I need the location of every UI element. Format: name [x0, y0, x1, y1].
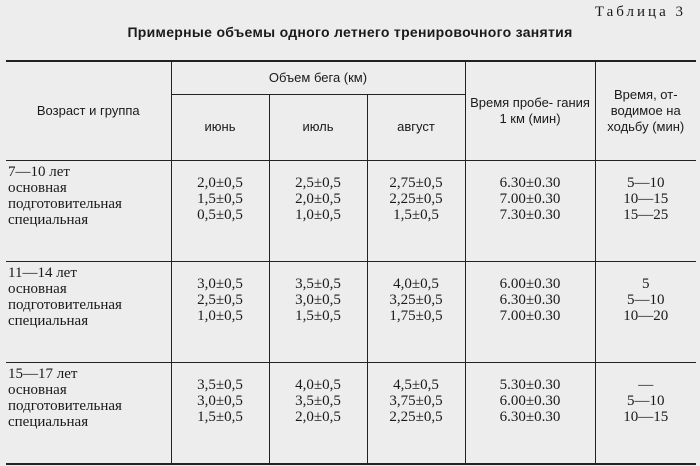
- august-value: 2,25±0,5: [389, 408, 443, 425]
- july-value: 3,5±0,5: [295, 392, 341, 409]
- table-label: Таблица 3: [594, 4, 686, 20]
- time-value: 6.00±0.30: [499, 392, 561, 409]
- august-value: 3,75±0,5: [389, 392, 443, 409]
- time-value: 6.30±0.30: [499, 174, 561, 191]
- time-cell: [465, 261, 595, 362]
- august-cell: [367, 362, 465, 464]
- header-time-per-km: Время пробе- гания 1 км (мин): [465, 61, 595, 160]
- june-value: 2,5±0,5: [197, 291, 243, 308]
- june-value: 3,5±0,5: [197, 376, 243, 393]
- header-july: июль: [269, 94, 367, 160]
- june-value: 1,0±0,5: [197, 307, 243, 324]
- header-run-volume: Объем бега (км): [171, 61, 465, 94]
- july-value: 2,0±0,5: [295, 190, 341, 207]
- header-august: август: [367, 94, 465, 160]
- august-cell: [367, 261, 465, 362]
- june-cell: [171, 160, 269, 261]
- july-value: 1,0±0,5: [295, 206, 341, 223]
- june-value: 3,0±0,5: [197, 275, 243, 292]
- time-value: 6.30±0.30: [499, 291, 561, 308]
- august-value: 3,25±0,5: [389, 291, 443, 308]
- group-name: основная: [8, 179, 67, 196]
- group-name: подготовительная: [8, 296, 122, 313]
- july-value: 1,5±0,5: [295, 307, 341, 324]
- june-value: 1,5±0,5: [197, 408, 243, 425]
- time-value: 7.00±0.30: [499, 190, 561, 207]
- june-value: 2,0±0,5: [197, 174, 243, 191]
- july-value: 2,5±0,5: [295, 174, 341, 191]
- august-value: 1,5±0,5: [393, 206, 439, 223]
- age-range: 7—10 лет: [8, 163, 70, 180]
- walk-value: 5—10: [627, 174, 665, 191]
- july-cell: [269, 160, 367, 261]
- august-value: 4,0±0,5: [393, 275, 439, 292]
- table-row: [6, 160, 696, 261]
- august-value: 2,25±0,5: [389, 190, 443, 207]
- july-cell: [269, 261, 367, 362]
- group-name: специальная: [8, 211, 89, 228]
- header-june: июнь: [171, 94, 269, 160]
- header-walk-time: Время, от- водимое на ходьбу (мин): [595, 61, 696, 160]
- age-group-cell: [6, 160, 171, 261]
- group-name: основная: [8, 381, 67, 398]
- walk-value: 10—20: [623, 307, 669, 324]
- walk-value: 5: [642, 275, 650, 292]
- august-value: 1,75±0,5: [389, 307, 443, 324]
- group-name: подготовительная: [8, 397, 122, 414]
- table-row: [6, 261, 696, 362]
- august-value: 2,75±0,5: [389, 174, 443, 191]
- age-range: 15—17 лет: [8, 365, 78, 382]
- time-value: 5.30±0.30: [499, 376, 561, 393]
- age-range: 11—14 лет: [8, 264, 77, 281]
- time-value: 7.30±0.30: [499, 206, 561, 223]
- group-name: специальная: [8, 413, 89, 430]
- age-group-cell: [6, 261, 171, 362]
- time-cell: [465, 362, 595, 464]
- age-group-cell: [6, 362, 171, 464]
- table-title: Примерные объемы одного летнего тренировочного занятия: [127, 24, 573, 40]
- time-value: 6.00±0.30: [499, 275, 561, 292]
- table-body: [6, 160, 696, 464]
- group-name: подготовительная: [8, 195, 122, 212]
- walk-value: 15—25: [623, 206, 669, 223]
- june-value: 3,0±0,5: [197, 392, 243, 409]
- walk-cell: [595, 261, 696, 362]
- july-value: 3,5±0,5: [295, 275, 341, 292]
- july-value: 3,0±0,5: [295, 291, 341, 308]
- june-cell: [171, 261, 269, 362]
- header-age-group: Возраст и группа: [6, 61, 171, 160]
- time-value: 7.00±0.30: [499, 307, 561, 324]
- july-cell: [269, 362, 367, 464]
- june-value: 0,5±0,5: [197, 206, 243, 223]
- walk-cell: [595, 362, 696, 464]
- training-volume-table: [6, 60, 696, 465]
- walk-value: 5—10: [627, 392, 665, 409]
- walk-value: 5—10: [627, 291, 665, 308]
- june-cell: [171, 362, 269, 464]
- table-row: [6, 362, 696, 464]
- august-cell: [367, 160, 465, 261]
- time-cell: [465, 160, 595, 261]
- time-value: 6.30±0.30: [499, 408, 561, 425]
- august-value: 4,5±0,5: [393, 376, 439, 393]
- walk-value: —: [638, 376, 654, 393]
- july-value: 2,0±0,5: [295, 408, 341, 425]
- walk-value: 10—15: [623, 408, 669, 425]
- group-name: специальная: [8, 312, 89, 329]
- group-name: основная: [8, 280, 67, 297]
- walk-cell: [595, 160, 696, 261]
- june-value: 1,5±0,5: [197, 190, 243, 207]
- july-value: 4,0±0,5: [295, 376, 341, 393]
- walk-value: 10—15: [623, 190, 669, 207]
